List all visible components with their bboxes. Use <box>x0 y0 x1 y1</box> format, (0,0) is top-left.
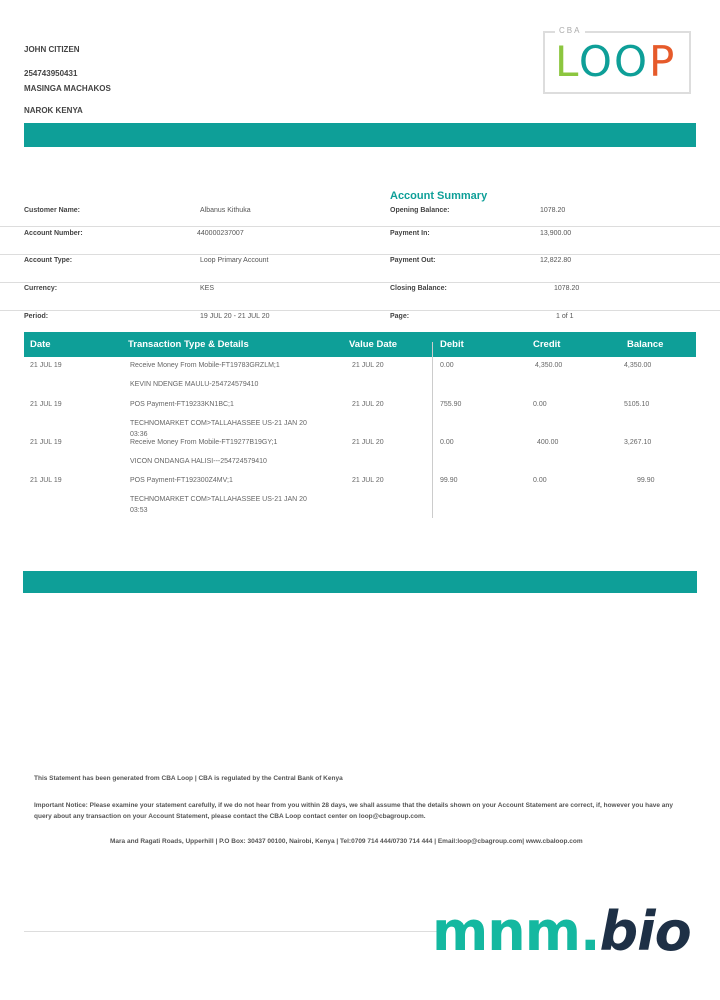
page-label: Page: <box>390 313 410 320</box>
footer-band <box>23 571 697 593</box>
row-balance: 5105.10 <box>624 401 650 408</box>
row-value-date: 21 JUL 20 <box>352 477 384 484</box>
row-balance: 99.90 <box>637 477 655 484</box>
row-value-date: 21 JUL 20 <box>352 401 384 408</box>
row-detail2: 03:53 <box>130 507 148 514</box>
account-number-value: 440000237007 <box>197 230 244 237</box>
row-credit: 400.00 <box>537 439 559 446</box>
row-debit: 0.00 <box>440 362 454 369</box>
row-date: 21 JUL 19 <box>30 401 62 408</box>
logo-product: LOOP <box>555 37 677 86</box>
account-number-label: Account Number: <box>24 230 83 237</box>
contact-address: Mara and Ragati Roads, Upperhill | P.O Box: 30437 00100, Nairobi, Kenya | Tel:0709 714 444/0730 714 444 | Email:loop@cbagroup.com| www.cbaloop.com <box>110 838 583 845</box>
payment-out-value: 12,822.80 <box>540 257 572 264</box>
header-details: Transaction Type & Details <box>128 339 249 350</box>
period-value: 19 JUL 20 - 21 JUL 20 <box>200 313 270 320</box>
row-detail: TECHNOMARKET COM>TALLAHASSEE US-21 JAN 20 <box>130 420 307 427</box>
row-credit: 0.00 <box>533 401 547 408</box>
row-credit: 0.00 <box>533 477 547 484</box>
row-value-date: 21 JUL 20 <box>352 362 384 369</box>
row-debit: 0.00 <box>440 439 454 446</box>
closing-balance-label: Closing Balance: <box>390 285 447 292</box>
header-credit: Credit <box>533 339 561 350</box>
customer-name-value: Albanus Kithuka <box>200 207 251 214</box>
customer-name-label: Customer Name: <box>24 207 81 214</box>
currency-value: KES <box>200 285 215 292</box>
customer-address-1: MASINGA MACHAKOS <box>24 84 111 93</box>
mnm-bio-watermark: mnm.bio <box>432 900 691 963</box>
row-detail: VICON ONDANGA HALISI---254724579410 <box>130 458 267 465</box>
cba-loop-logo <box>543 26 691 94</box>
header-debit: Debit <box>440 339 464 350</box>
logo-brand: CBA <box>555 26 585 35</box>
customer-address-2: NAROK KENYA <box>24 106 83 115</box>
row-type: POS Payment-FT192300Z4MV;1 <box>130 477 233 484</box>
row-date: 21 JUL 19 <box>30 439 62 446</box>
account-type-label: Account Type: <box>24 257 73 264</box>
row-debit: 755.90 <box>440 401 462 408</box>
currency-label: Currency: <box>24 285 58 292</box>
payment-in-value: 13,900.00 <box>540 230 572 237</box>
row-credit: 4,350.00 <box>535 362 563 369</box>
bottom-rule <box>24 931 444 932</box>
payment-out-label: Payment Out: <box>390 257 436 264</box>
row-balance: 3,267.10 <box>624 439 652 446</box>
customer-name: JOHN CITIZEN <box>24 45 80 54</box>
account-type-value: Loop Primary Account <box>200 257 269 264</box>
row-detail2: 03:36 <box>130 431 148 438</box>
column-divider <box>432 342 433 518</box>
row-balance: 4,350.00 <box>624 362 652 369</box>
header-value-date: Value Date <box>349 339 398 350</box>
header-balance: Balance <box>627 339 664 350</box>
row-type: Receive Money From Mobile-FT19783GRZLM;1 <box>130 362 280 369</box>
opening-balance-value: 1078.20 <box>540 207 566 214</box>
row-date: 21 JUL 19 <box>30 477 62 484</box>
generated-note: This Statement has been generated from CBA Loop | CBA is regulated by the Central Bank of Kenya <box>34 775 343 782</box>
payment-in-label: Payment In: <box>390 230 430 237</box>
closing-balance-value: 1078.20 <box>554 285 580 292</box>
row-type: POS Payment-FT19233KN1BC;1 <box>130 401 234 408</box>
customer-phone: 254743950431 <box>24 69 78 78</box>
row-value-date: 21 JUL 20 <box>352 439 384 446</box>
row-debit: 99.90 <box>440 477 458 484</box>
row-detail: KEVIN NDENGE MAULU-254724579410 <box>130 381 259 388</box>
opening-balance-label: Opening Balance: <box>390 207 450 214</box>
row-type: Receive Money From Mobile-FT19277B19GY;1 <box>130 439 278 446</box>
page-value: 1 of 1 <box>556 313 574 320</box>
header-band <box>24 123 696 147</box>
row-date: 21 JUL 19 <box>30 362 62 369</box>
account-summary-title: Account Summary <box>390 190 488 202</box>
period-label: Period: <box>24 313 49 320</box>
important-notice: Important Notice: Please examine your statement carefully, if we do not hear from you within 28 days, we shall assume that the details shown on your Account Statement are correct, if, however you have any query about any transaction on your Account Statement, please contact the CBA Loop contact center on loop@cbagroup.com. <box>34 802 673 820</box>
row-detail: TECHNOMARKET COM>TALLAHASSEE US-21 JAN 20 <box>130 496 307 503</box>
header-date: Date <box>30 339 51 350</box>
